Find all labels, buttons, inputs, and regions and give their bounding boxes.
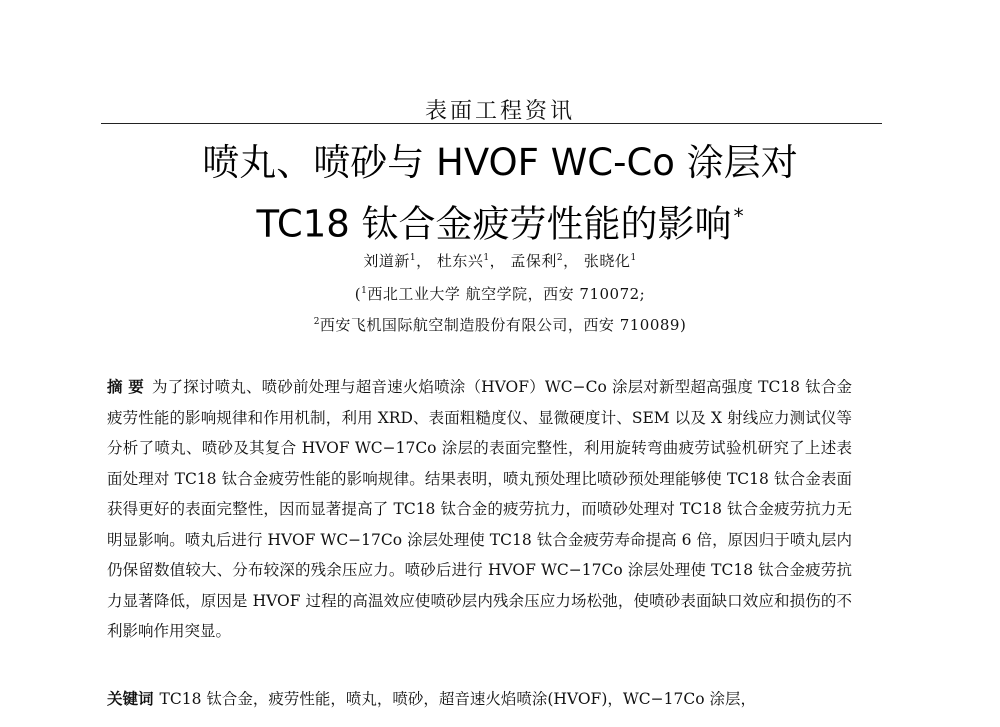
title-line-2-text: TC18 钛合金疲劳性能的影响 [256, 202, 732, 246]
affiliation-1-text: 西北工业大学 航空学院，西安 710072; [367, 285, 646, 303]
affiliation-2-text: 西安飞机国际航空制造股份有限公司，西安 710089) [319, 316, 687, 334]
affiliation-open-paren: ( [354, 285, 362, 303]
author-name: 孟保利 [510, 252, 557, 270]
keywords-text: TC18 钛合金，疲劳性能，喷丸，喷砂，超音速火焰喷涂(HVOF)，WC−17Co 涂层， [159, 690, 756, 708]
author-affil-mark: 1 [483, 253, 490, 263]
affiliation-1 [0, 283, 1000, 304]
affiliation-1-mark: 1 [361, 286, 368, 296]
title-line-2 [0, 194, 1000, 246]
header-rule [101, 123, 882, 124]
author-affil-mark: 1 [630, 253, 637, 263]
author-affil-mark: 2 [556, 253, 564, 263]
title-line-1-text: 喷丸、喷砂与 HVOF WC-Co 涂层对 [202, 141, 798, 184]
author-name: 杜东兴 [436, 252, 484, 270]
abstract-label: 摘 要 [107, 378, 144, 396]
title-line-1 [0, 141, 1000, 185]
author-name: 张晓化 [583, 252, 631, 270]
title-footnote-mark: * [733, 204, 744, 228]
keywords-label: 关键词 [107, 690, 154, 708]
affiliation-2-mark: 2 [313, 317, 320, 327]
author-affil-mark: 1 [409, 253, 417, 263]
keywords [107, 684, 852, 714]
affiliation-2 [0, 314, 1000, 335]
abstract-text: 为了探讨喷丸、喷砂前处理与超音速火焰喷涂（HVOF）WC−Co 涂层对新型超高强度 TC18 钛合金疲劳性能的影响规律和作用机制，利用 XRD、表面粗糙度仪、显微硬度计、SEM 以及 X 射线应力测试仪等分析了喷丸、喷砂及其复合 HVOF WC−17Co 涂层的表面完整性，利用旋转弯曲疲劳试验机研究了上述表面处理对 TC18 钛合金疲劳性能的影响规律。结果表明，喷丸预处理比喷砂预处理能够使 TC18 钛合金表面获得更好的表面完整性，因而显著提高了 TC18 钛合金的疲劳抗力，而喷砂处理对 TC18 钛合金疲劳抗力无明显影响。喷丸后进行 HVOF WC−17Co 涂层处理使 TC18 钛合金疲劳寿命提高 6 倍，原因归于喷丸层内仍保留数值较大、分布较深的残余压应力。喷砂后进行 HVOF WC−17Co 涂层处理使 TC18 钛合金疲劳抗力显著降低，原因是 HVOF 过程的高温效应使喷砂层内残余压应力场松弛，使喷砂表面缺口效应和损伤的不利影响作用突显。 [107, 378, 853, 640]
abstract [107, 372, 852, 647]
running-head: 表面工程资讯 [424, 99, 575, 124]
author-name: 刘道新 [363, 252, 410, 270]
author-list: 刘道新$^1$， 杜东兴$^1$， 孟保利$^2$， 张晓化$^1$ [363, 252, 637, 270]
